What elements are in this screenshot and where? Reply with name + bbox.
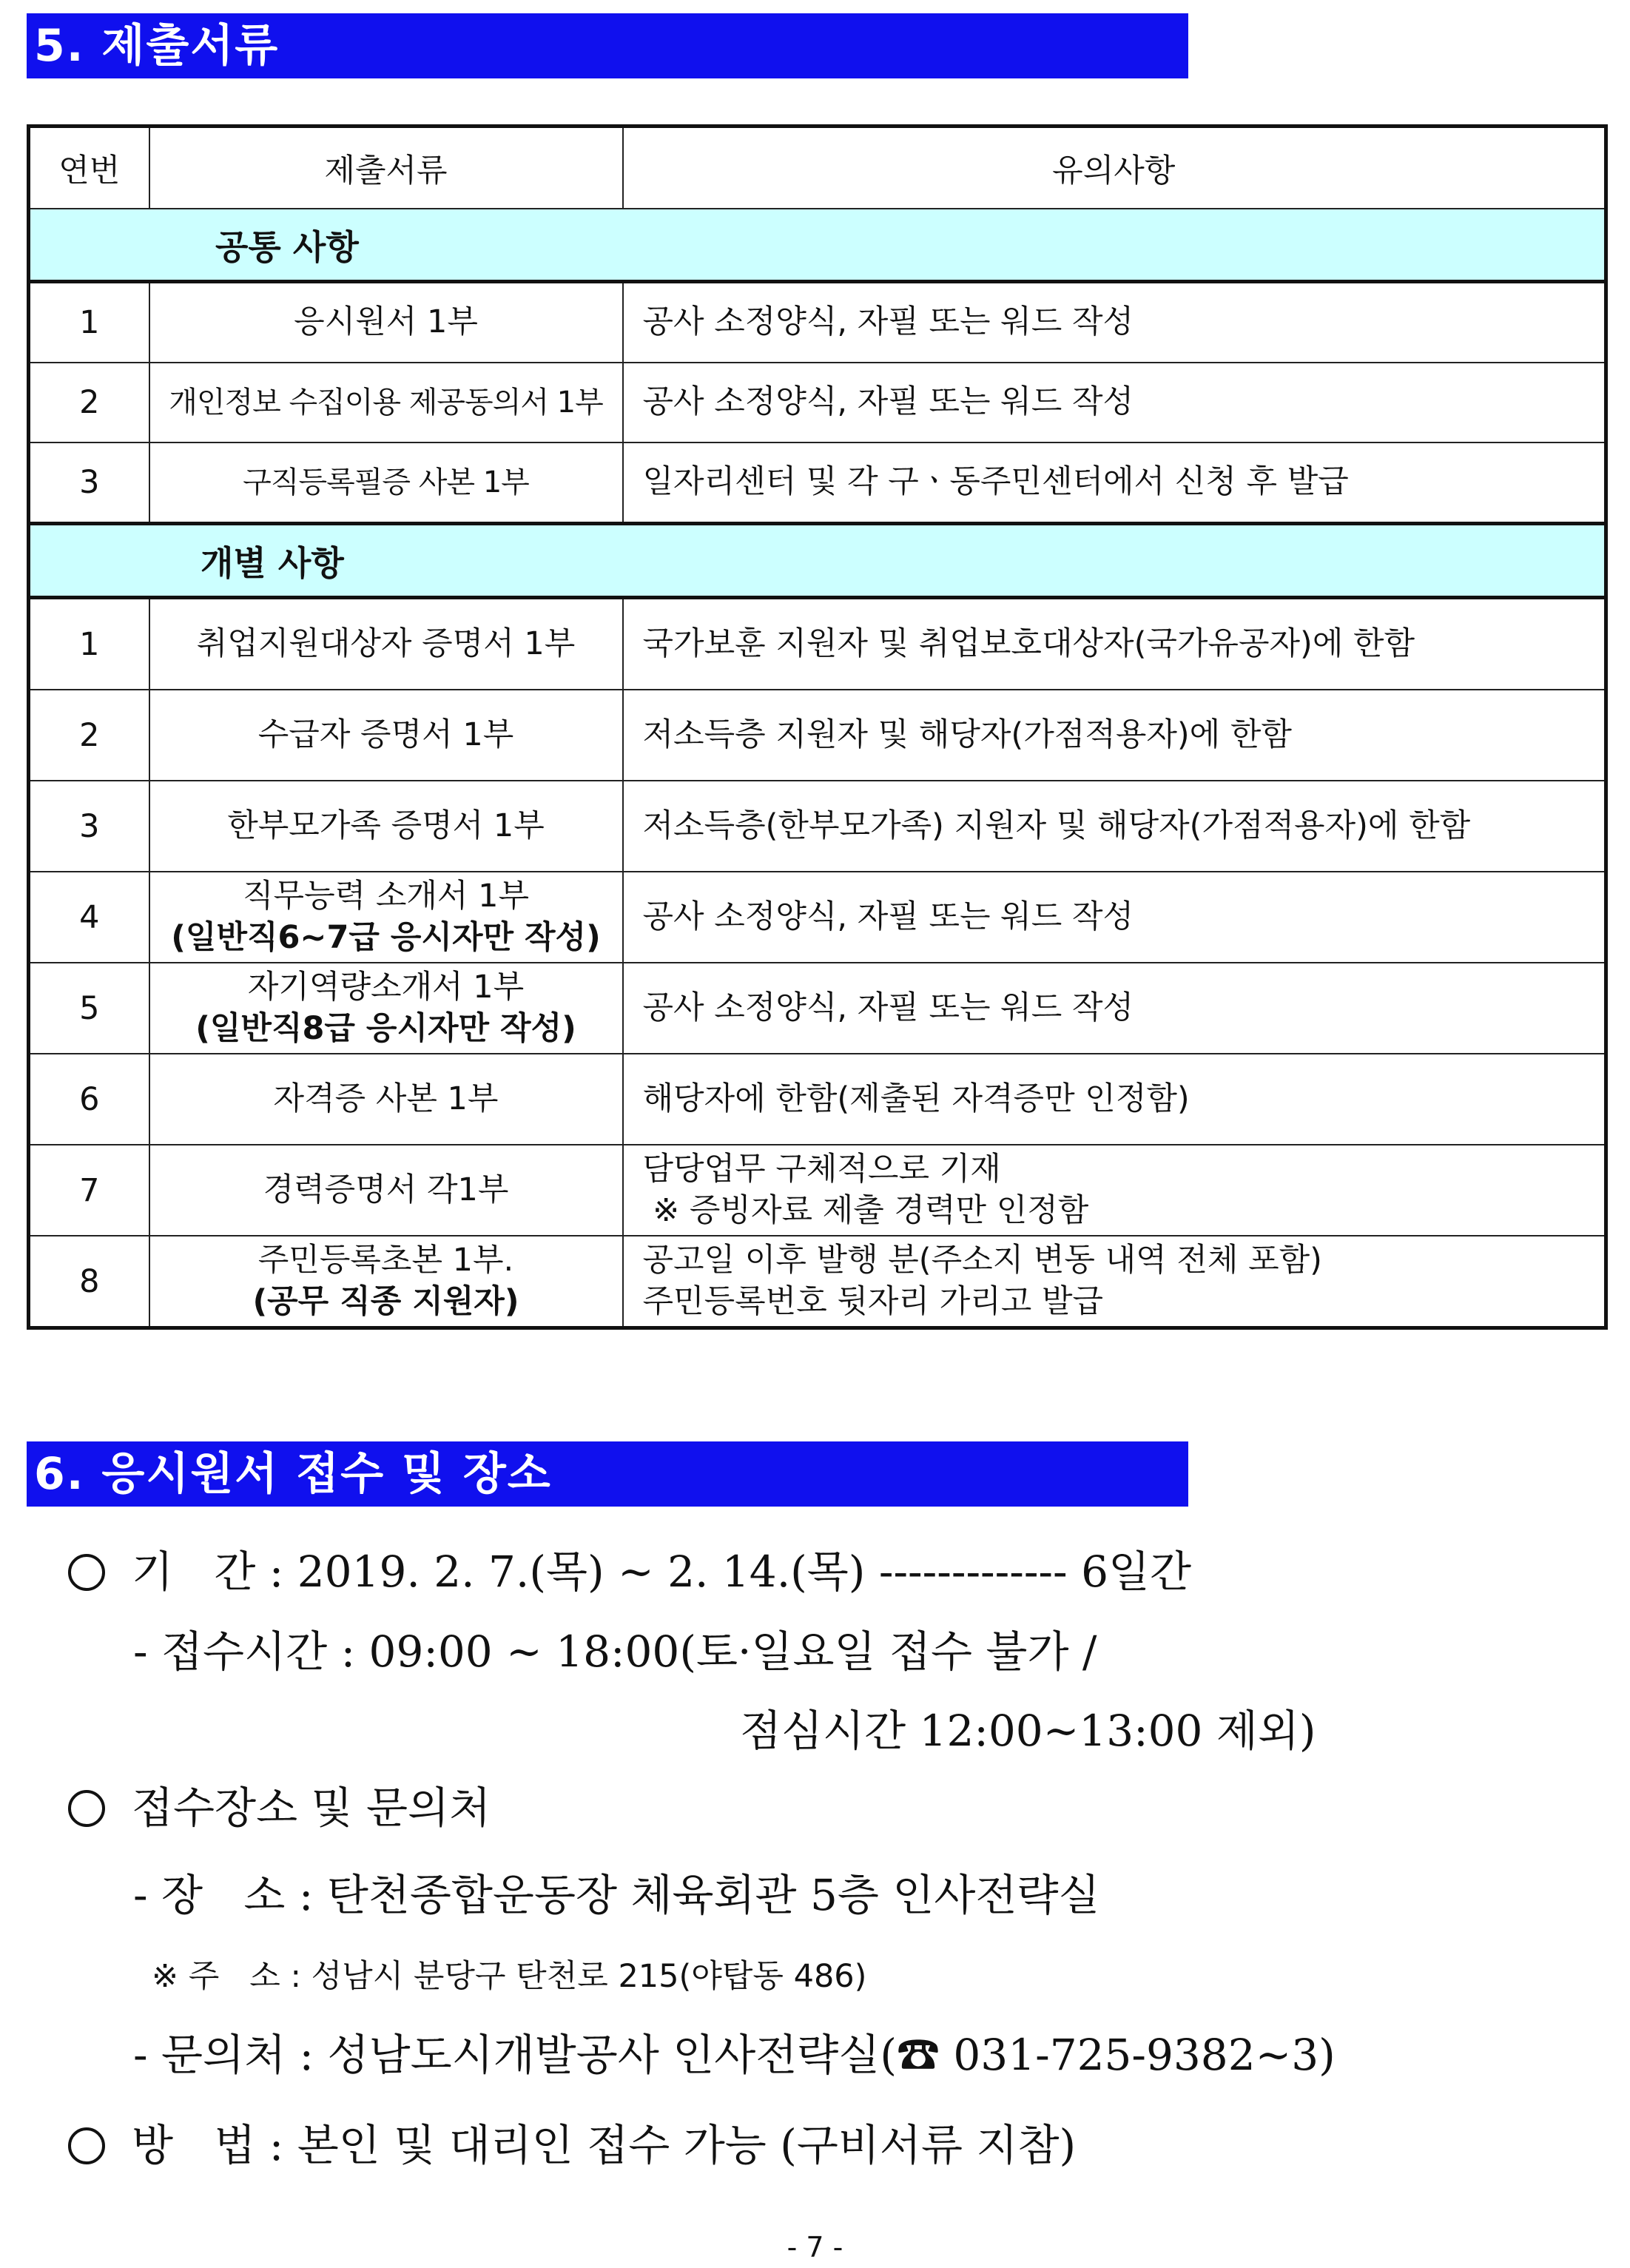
row-no: 8	[29, 1236, 149, 1328]
row-note: 공사 소정양식, 자필 또는 워드 작성	[623, 963, 1606, 1054]
individual-group-title: 개별 사항	[29, 524, 1606, 598]
row-document	[149, 963, 623, 1054]
row-document: 수급자 증명서 1부	[149, 690, 623, 781]
lunch-time-line: 점심시간 12:00~13:00 제외)	[740, 1706, 1316, 1756]
row-note: 저소득층 지원자 및 해당자(가점적용자)에 한함	[623, 690, 1606, 781]
row-note	[623, 1236, 1606, 1328]
row-document: 경력증명서 각1부	[149, 1145, 623, 1236]
common-group-row	[29, 209, 1606, 282]
required-documents-table	[27, 124, 1608, 1330]
row-document: 개인정보 수집이용 제공동의서 1부	[149, 363, 623, 443]
row-note	[623, 1145, 1606, 1236]
row-no: 4	[29, 872, 149, 963]
row-no: 5	[29, 963, 149, 1054]
row-document-line2: (일반직6~7급 응시자만 작성)	[171, 918, 601, 956]
page-number: - 7 -	[787, 2231, 843, 2264]
table-row	[29, 781, 1606, 872]
method-line	[68, 2120, 1077, 2170]
reception-time-line: - 접수시간 : 09:00 ~ 18:00(토·일요일 접수 불가 /	[133, 1626, 1097, 1677]
period-text: 기 간 : 2019. 2. 7.(목) ~ 2. 14.(목) ------------- 6일간	[132, 1547, 1192, 1597]
row-no: 6	[29, 1054, 149, 1145]
header-no: 연번	[29, 127, 149, 209]
row-note: 국가보훈 지원자 및 취업보호대상자(국가유공자)에 한함	[623, 598, 1606, 690]
table-row	[29, 1236, 1606, 1328]
row-no: 7	[29, 1145, 149, 1236]
row-note: 공사 소정양식, 자필 또는 워드 작성	[623, 282, 1606, 363]
contact-line: - 문의처 : 성남도시개발공사 인사전략실(☎ 031-725-9382~3)	[133, 2030, 1336, 2080]
table-row	[29, 963, 1606, 1054]
table-row	[29, 690, 1606, 781]
section-6-title: 6. 응시원서 접수 및 장소	[27, 1441, 1188, 1507]
row-document	[149, 872, 623, 963]
row-no: 1	[29, 598, 149, 690]
address-line: ※ 주 소 : 성남시 분당구 탄천로 215(야탑동 486)	[152, 1958, 867, 1995]
method-text: 방 법 : 본인 및 대리인 접수 가능 (구비서류 지참)	[132, 2120, 1077, 2170]
row-no: 2	[29, 363, 149, 443]
table-row	[29, 1054, 1606, 1145]
circle-bullet-icon	[68, 2127, 105, 2164]
common-group-title: 공통 사항	[29, 209, 1606, 282]
table-row	[29, 443, 1606, 524]
period-line	[68, 1547, 1192, 1597]
row-note: 공사 소정양식, 자필 또는 워드 작성	[623, 363, 1606, 443]
row-note-line1: 공고일 이후 발행 분(주소지 변동 내역 전체 포함)	[642, 1241, 1322, 1279]
row-document	[149, 1236, 623, 1328]
row-document-line1: 직무능력 소개서 1부	[243, 877, 529, 915]
row-document-line1: 취업지원대상자 증명서 1부	[196, 625, 576, 662]
row-note-line2: 주민등록번호 뒷자리 가리고 발급	[642, 1282, 1104, 1320]
row-document-line2: (공무 직종 지원자)	[252, 1282, 519, 1320]
row-note: 일자리센터 및 각 구ㆍ동주민센터에서 신청 후 발급	[623, 443, 1606, 524]
row-document	[149, 598, 623, 690]
row-document-line2: (일반직8급 응시자만 작성)	[195, 1009, 576, 1047]
header-document: 제출서류	[149, 127, 623, 209]
row-no: 3	[29, 443, 149, 524]
place-title-line	[68, 1783, 491, 1833]
place-title-text: 접수장소 및 문의처	[132, 1783, 491, 1833]
row-document-line1: 자기역량소개서 1부	[247, 968, 525, 1006]
row-no: 2	[29, 690, 149, 781]
row-note: 해당자에 한함(제출된 자격증만 인정함)	[623, 1054, 1606, 1145]
table-header-row	[29, 127, 1606, 209]
individual-group-row	[29, 524, 1606, 598]
table-row	[29, 363, 1606, 443]
row-document-line1: 주민등록초본 1부.	[257, 1241, 514, 1279]
table-row	[29, 598, 1606, 690]
table-row	[29, 282, 1606, 363]
row-note-line1: 담당업무 구체적으로 기재	[642, 1150, 1001, 1188]
row-note: 저소득층(한부모가족) 지원자 및 해당자(가점적용자)에 한함	[623, 781, 1606, 872]
row-document: 응시원서 1부	[149, 282, 623, 363]
header-note: 유의사항	[623, 127, 1606, 209]
table-row	[29, 1145, 1606, 1236]
row-note-line2: ※ 증빙자료 제출 경력만 인정함	[642, 1191, 1089, 1229]
row-document: 자격증 사본 1부	[149, 1054, 623, 1145]
row-note: 공사 소정양식, 자필 또는 워드 작성	[623, 872, 1606, 963]
row-no: 1	[29, 282, 149, 363]
circle-bullet-icon	[68, 1790, 105, 1827]
row-document: 한부모가족 증명서 1부	[149, 781, 623, 872]
section-5-title: 5. 제출서류	[27, 13, 1188, 78]
circle-bullet-icon	[68, 1554, 105, 1591]
place-line: - 장 소 : 탄천종합운동장 체육회관 5층 인사전략실	[133, 1870, 1100, 1920]
table-row	[29, 872, 1606, 963]
row-document: 구직등록필증 사본 1부	[149, 443, 623, 524]
row-no: 3	[29, 781, 149, 872]
